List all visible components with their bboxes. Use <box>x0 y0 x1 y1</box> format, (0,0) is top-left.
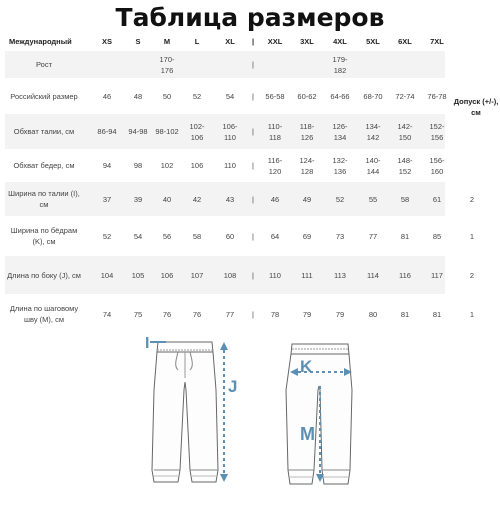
table-cell: 118-126 <box>299 121 315 142</box>
table-cell: 74 <box>102 309 112 319</box>
row-label: Длина по шаговому шву (M), см <box>9 304 79 324</box>
table-cell: | <box>252 231 254 241</box>
table-cell: 156-160 <box>429 155 445 176</box>
dim-label-j: J <box>228 377 238 396</box>
table-cell: 110 <box>224 161 236 170</box>
table-cell: 61 <box>432 194 442 204</box>
table-cell: 42 <box>192 194 202 204</box>
header-size-1: S <box>135 37 141 46</box>
pants-illustration <box>0 330 500 500</box>
table-cell: 72-74 <box>395 91 415 101</box>
table-cell: 60 <box>225 231 235 241</box>
table-cell: 110 <box>269 270 281 280</box>
table-cell: 40 <box>162 194 172 204</box>
table-cell: 79 <box>302 309 312 319</box>
table-cell: 98-102 <box>155 127 179 136</box>
table-cell: 94-98 <box>128 127 148 136</box>
table-cell: 102-106 <box>189 121 205 142</box>
table-cell: 142-150 <box>397 121 413 142</box>
table-row <box>5 149 445 182</box>
table-cell: 60-62 <box>297 91 317 101</box>
table-cell: 76 <box>162 309 172 319</box>
table-cell: 43 <box>225 194 235 204</box>
table-row <box>5 114 445 149</box>
table-cell: 106-110 <box>222 121 238 142</box>
table-cell: 124-128 <box>299 155 315 176</box>
table-cell: | <box>252 309 254 319</box>
header-size-9: 5XL <box>366 37 380 46</box>
table-cell: 48 <box>133 91 143 101</box>
row-label: Российский размер <box>10 91 78 101</box>
table-cell: | <box>252 127 254 136</box>
table-cell: 126-134 <box>332 121 348 142</box>
table-cell: 56 <box>162 231 172 241</box>
table-cell: 116 <box>399 270 411 280</box>
table-cell: 54 <box>225 91 235 101</box>
header-size-10: 6XL <box>398 37 412 46</box>
table-cell: 86-94 <box>97 127 117 136</box>
table-row <box>5 294 445 334</box>
header-size-8: 4XL <box>333 37 347 46</box>
table-cell: 148-152 <box>397 155 413 176</box>
header-size-2: M <box>163 37 171 46</box>
table-cell: 132-136 <box>332 155 348 176</box>
table-cell: 80 <box>368 309 378 319</box>
row-label: Обхват бедер, см <box>13 161 75 170</box>
row-label: Длина по боку (J), см <box>7 270 81 280</box>
table-cell: | <box>252 161 254 170</box>
table-cell: 108 <box>223 270 237 280</box>
table-cell: 107 <box>190 270 204 280</box>
table-cell: 94 <box>102 161 112 170</box>
dim-label-i: I <box>145 335 150 352</box>
garment-diagrams <box>0 330 500 500</box>
table-cell: 152-156 <box>429 121 445 142</box>
tolerance-header: Допуск (+/-), см <box>453 97 499 117</box>
table-cell: | <box>252 194 254 204</box>
table-cell: 78 <box>270 309 280 319</box>
table-cell: 68-70 <box>363 91 383 101</box>
table-cell: 77 <box>368 231 378 241</box>
table-cell: 75 <box>133 309 143 319</box>
pants-front-icon <box>152 342 218 482</box>
table-cell: 81 <box>432 309 442 319</box>
table-cell: 140-144 <box>365 155 381 176</box>
table-cell: 58 <box>400 194 410 204</box>
header-size-0: XS <box>101 37 113 46</box>
tolerance-value: 1 <box>469 231 475 241</box>
table-cell: | <box>252 91 254 101</box>
table-cell: 76 <box>192 309 202 319</box>
table-cell: 76-78 <box>427 91 447 101</box>
table-row <box>5 256 445 294</box>
table-cell: 79 <box>335 309 345 319</box>
table-cell: 179-182 <box>332 54 348 75</box>
table-cell: 106 <box>160 270 174 280</box>
row-label: Ширина по бёдрам (K), см <box>10 226 78 246</box>
table-cell: 69 <box>302 231 312 241</box>
table-cell: 52 <box>102 231 112 241</box>
table-cell: 50 <box>162 91 172 101</box>
header-size-4: XL <box>225 37 235 46</box>
table-row <box>5 51 445 78</box>
table-cell: 49 <box>302 194 312 204</box>
table-cell: 104 <box>100 270 114 280</box>
dim-label-k: K <box>300 357 313 376</box>
table-cell: 54 <box>133 231 143 241</box>
table-cell: 85 <box>432 231 442 241</box>
header-label: Международный <box>9 37 72 46</box>
header-size-7: 3XL <box>300 37 314 46</box>
table-cell: 102 <box>160 161 174 170</box>
table-cell: 39 <box>133 194 143 204</box>
table-cell: 111 <box>301 270 313 280</box>
dim-label-m: M <box>300 424 315 444</box>
table-cell: 98 <box>133 161 143 170</box>
header-size-3: L <box>194 37 200 46</box>
table-cell: 170-176 <box>159 54 175 75</box>
row-label: Обхват талии, см <box>13 127 75 136</box>
table-cell: 64-66 <box>330 91 350 101</box>
pants-back-icon <box>286 344 352 484</box>
tolerance-value: 2 <box>469 270 475 280</box>
table-cell: 81 <box>400 231 410 241</box>
table-header <box>5 33 445 51</box>
table-row <box>5 78 445 114</box>
table-cell: 77 <box>225 309 235 319</box>
table-cell: 106 <box>190 161 204 170</box>
table-cell: 55 <box>368 194 378 204</box>
table-row <box>5 182 445 216</box>
row-label: Ширина по талии (I), см <box>8 189 80 209</box>
table-cell: 105 <box>131 270 145 280</box>
header-size-6: XXL <box>267 37 283 46</box>
table-cell: 73 <box>335 231 345 241</box>
table-cell: 37 <box>102 194 112 204</box>
table-cell: 134-142 <box>365 121 381 142</box>
table-cell: 58 <box>192 231 202 241</box>
table-cell: 113 <box>334 270 346 280</box>
table-cell: 52 <box>192 91 202 101</box>
table-row <box>5 216 445 256</box>
header-size-11: 7XL <box>430 37 444 46</box>
table-cell: 46 <box>102 91 112 101</box>
table-cell: 110-118 <box>267 121 283 142</box>
table-cell: 81 <box>400 309 410 319</box>
table-cell: 64 <box>270 231 280 241</box>
table-cell: 52 <box>335 194 345 204</box>
table-cell: 46 <box>270 194 280 204</box>
table-cell: | <box>252 60 254 69</box>
table-cell: 116-120 <box>267 155 283 176</box>
header-size-5: | <box>251 37 255 46</box>
table-cell: 117 <box>431 270 443 280</box>
page-title: Таблица размеров <box>115 3 385 32</box>
row-label: Рост <box>35 60 53 69</box>
tolerance-value: 2 <box>469 194 475 204</box>
tolerance-value: 1 <box>469 309 475 319</box>
table-cell: 56-58 <box>265 91 285 101</box>
table-cell: 114 <box>367 270 379 280</box>
table-cell: | <box>252 270 254 280</box>
